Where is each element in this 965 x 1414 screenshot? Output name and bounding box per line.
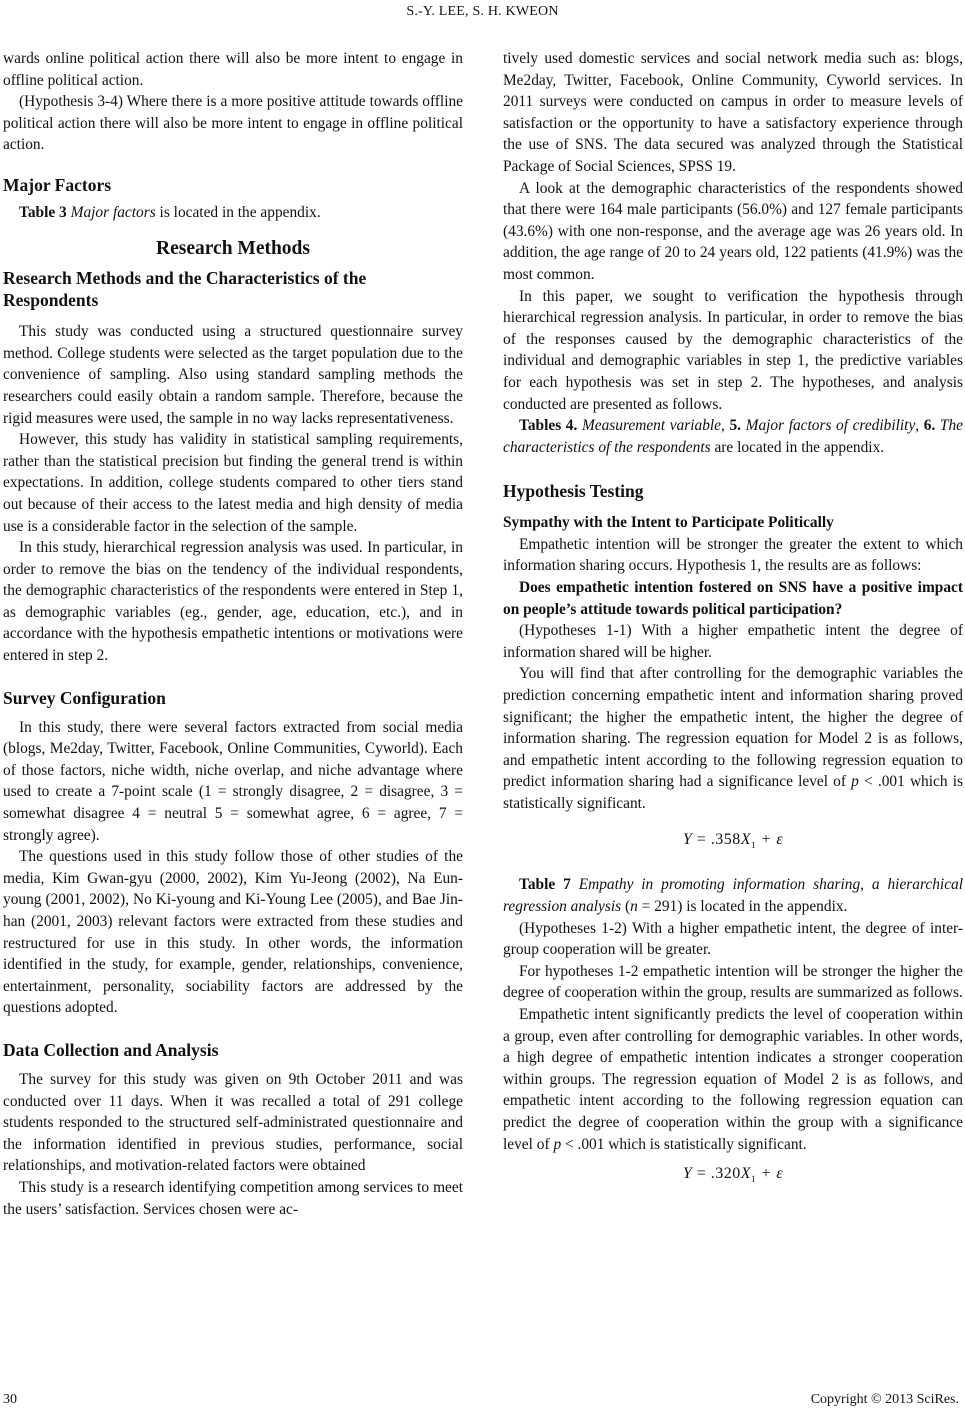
eq-subscript: 1 [751, 839, 757, 850]
eq-error: + ε [756, 830, 784, 848]
right-column [503, 48, 963, 1205]
research-question [503, 577, 963, 620]
text: = 291) is located in the appendix. [637, 897, 848, 915]
eq-subscript: 1 [751, 1174, 757, 1185]
question-text: Does empathetic intention fostered on SNS have a positive impact on people’s attitude towards political participation? [503, 579, 963, 618]
text: , [860, 876, 872, 894]
running-header: S.-Y. LEE, S. H. KWEON [406, 4, 559, 19]
paragraph [503, 1004, 963, 1155]
table-title: Major factors [70, 203, 156, 221]
eq-error: + ε [756, 1165, 784, 1183]
paragraph: In this study, hierarchical regression analysis was used. In particular, in order to remove the bias on the tendency of the individual respondents, the demographic characteristics of the respondents were entered in Step 1, as demographic variables (eg., gender, age, education, etc.), and in accordance with the hypothesis empathetic intentions or motivations were entered in step 2. [3, 539, 463, 665]
eq-x: X [740, 830, 752, 848]
table-label: Table 7 [519, 876, 571, 894]
table-title: Empathy in promoting information sharing [578, 876, 861, 894]
section-heading-major-factors: Major Factors [3, 174, 112, 195]
paragraph: (Hypotheses 1-2) With a higher empathetic intent, the degree of inter-group cooperation will be greater. [503, 919, 963, 959]
table-label: Tables 4. [519, 417, 578, 435]
paragraph: (Hypothesis 3-4) Where there is a more positive attitude towards offline political action there will also be more intent to engage in offline political action. [3, 93, 463, 154]
table-title: The characteristics of the respondents [503, 417, 963, 456]
table-label: 6. [923, 417, 936, 435]
eq-coef: = .320 [692, 1165, 741, 1183]
paragraph: The survey for this study was given on 9th October 2011 and was conducted over 11 days. When it was recalled a total of 291 college students responded to the structured self-administrated questionnaire and the information identified in previous studies, performance, social relationships, and motivation-related factors were obtained [3, 1070, 463, 1175]
paragraph: This study was conducted using a structured questionnaire survey method. College students were selected as the target population due to the convenience of sampling. Also using standard sampling methods the researchers could easily obtain a random sample. Therefore, because the rigid measures were used, the sample in no way lacks representativeness. [3, 323, 463, 427]
paragraph: For hypotheses 1-2 empathetic intention will be stronger the higher the degree of cooperation within the group, results are summarized as follows. [503, 962, 963, 1002]
section-heading-hypothesis-testing: Hypothesis Testing [503, 481, 644, 502]
paragraph: wards online political action there will also be more intent to engage in offline political action. [3, 50, 463, 89]
section-heading-research-methods: Research Methods [156, 237, 310, 259]
eq-x: X [740, 1165, 752, 1183]
paragraph [503, 663, 963, 814]
variable: p [553, 1135, 562, 1153]
text: Empathetic intent significantly predicts the level of cooperation within a group, even after controlling for demographic variables. In other words, a high degree of empathetic intention indicates a stronger cooperation within groups. The regression equation of Model 2 is as follows, and empathetic intent according to the following regression equation can predict the degree of cooperation within the group with a significance level of [503, 1005, 963, 1153]
table-label: 5. [729, 417, 742, 435]
paragraph: Empathetic intention will be stronger the greater the extent to which information sharing occurs. Hypothesis 1, the results are as follows: [503, 535, 963, 575]
table-title: Measurement variable [581, 417, 722, 435]
eq-y: Y [682, 1165, 693, 1183]
text: < .001 which is statistically significant. [561, 1135, 807, 1153]
section-heading-survey-configuration: Survey Configuration [3, 687, 166, 708]
page-number: 30 [3, 1392, 17, 1407]
tables-reference: Tables 4. Measurement variable, 5. Major factors of credibility, 6. The characteristics of the respondents are located in the appendix. [503, 417, 963, 456]
paragraph: tively used domestic services and social network media such as: blogs, Me2day, Twitter, Facebook, Online Community, Cyworld services. In 2011 surveys were conducted on campus in order to measure levels of satisfaction or the opportunity to have a satisfactory experience through the use of SNS. The data secured was analyzed through the Statistical Package of Social Sciences, SPSS 19. [503, 50, 963, 175]
eq-y: Y [682, 830, 693, 848]
text: You will find that after controlling for the demographic variables the prediction concerning empathetic intent and information sharing proved significant; the higher the empathetic intent, the higher the degree of information sharing. The regression equation for Model 2 is as follows, and empathetic intent according to the following regression equation to predict information sharing had a significance level of [503, 665, 963, 791]
section-heading-data-collection: Data Collection and Analysis [3, 1039, 219, 1060]
variable: n [630, 897, 638, 915]
paragraph: The questions used in this study follow those of other studies of the media, Kim Gwan-gyu (2000, 2002), Kim Yu-Jeong (2002), Na Eun-young (2001, 2002), No Ki-young and Ki-Young Lee (2005), and Bae Jin-han (2001, 2003) relevant factors were extracted from these studies and restructured for use in this study. In other words, the information identified in the study, for example, gender, relationships, convenience, entertainment, personality, sociability factors are addressed by the questions adopted. [3, 848, 463, 1017]
paragraph: A look at the demographic characteristics of the respondents showed that there were 164 male participants (56.0%) and 127 female participants (43.6%) with one non-response, and the average age was 26 years old. In addition, the age range of 20 to 24 years old, 122 patients (41.9%) was the most common. [503, 179, 963, 283]
text: < .001 which is statistically significant. [503, 773, 963, 812]
subsection-heading-sympathy: Sympathy with the Intent to Participate Politically [503, 514, 834, 532]
eq-coef: = .358 [692, 830, 741, 848]
table3-reference [3, 202, 463, 224]
left-column [3, 48, 463, 1220]
paragraph: However, this study has validity in statistical sampling requirements, rather than the statistical precision but finding the general trend is within expectations. In addition, college students compared to other tiers stand out because of their access to the latest media and high density of media use is a considerable factor in the selection of the sample. [3, 431, 463, 535]
text: is located in the appendix. [155, 203, 321, 221]
paragraph: (Hypotheses 1-1) With a higher empathetic intent the degree of information shared will be higher. [503, 622, 963, 661]
copyright-notice: Copyright © 2013 SciRes. [810, 1392, 959, 1407]
subsection-heading-research-methods: Research Methods and the Characteristics of the Respondents [3, 268, 367, 311]
table7-reference [503, 874, 963, 917]
table-label: Table 3 [19, 203, 67, 221]
paragraph: In this study, there were several factors extracted from social media (blogs, Me2day, Twitter, Facebook, Online Communities, Cyworld). Each of those factors, niche width, niche overlap, and niche advantage where used to create a 7-point scale (1 = strongly disagree, 2 = disagree, 3 = somewhat disagree 4 = neutral 5 = somewhat agree, 6 = agree, 7 = strongly agree). [3, 718, 463, 844]
table-title: Major factors of credibility [745, 417, 916, 435]
equation-1 [503, 829, 963, 857]
variable: p [851, 773, 859, 791]
equation-2 [503, 1163, 963, 1191]
paragraph: This study is a research identifying competition among services to meet the users’ satisfaction. Services chosen were ac- [3, 1178, 463, 1218]
text: are located in the appendix. [710, 438, 885, 456]
table-title: a hierarchical regression analysis [503, 876, 963, 915]
text: ( [621, 897, 631, 915]
paragraph: In this paper, we sought to verification the hypothesis through hierarchical regression analysis. In particular, in order to remove the bias of the responses caused by the demographic characteristics of the individual and demographic variables in step 1, the predictive variables for each hypothesis was set in step 2. The hypotheses, and analysis conducted are presented as follows. [503, 287, 963, 413]
